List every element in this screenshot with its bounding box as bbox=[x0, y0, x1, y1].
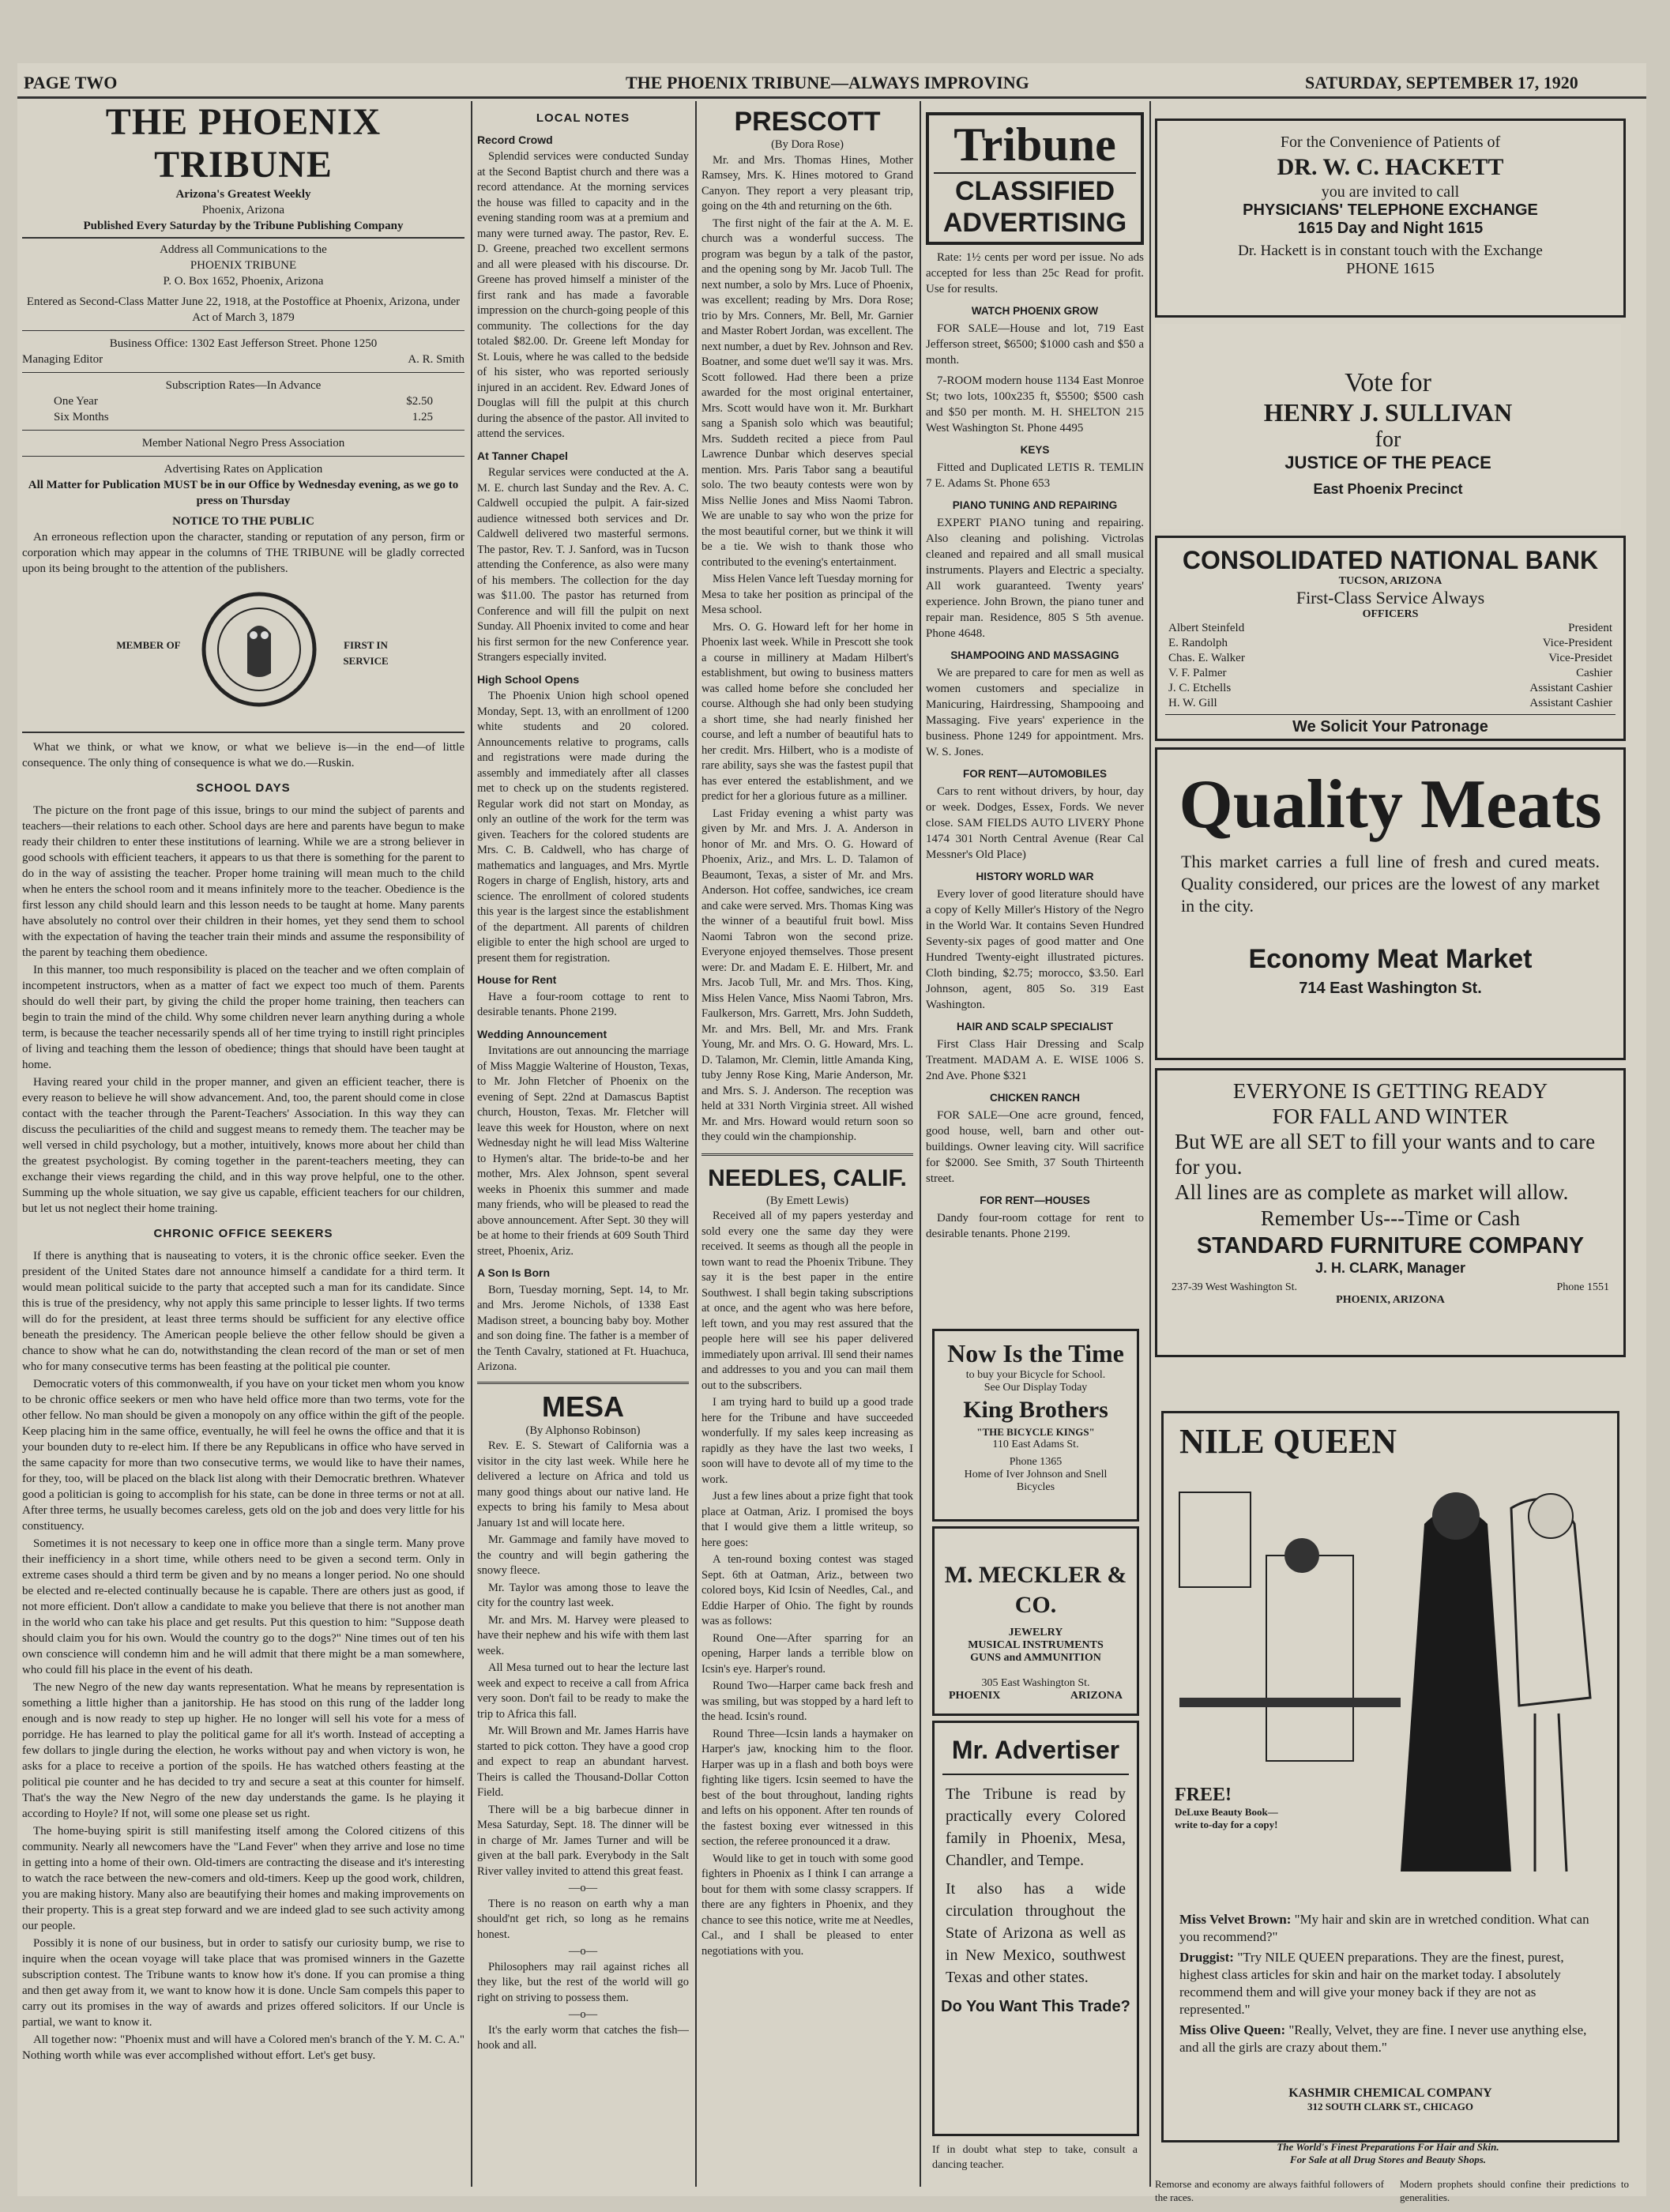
officer-name: V. F. Palmer bbox=[1168, 667, 1227, 679]
needles-paragraph: Would like to get in touch with some good fighters in Phoenix as I think I can arrange a bout for them with some classy scrappers. If there are any fighters in Phoenix, and they chance to see this notice, write me at Needles, Cal., and I shall be pleased to enter negotiations with you. bbox=[701, 1852, 913, 1958]
issue-date: SATURDAY, SEPTEMBER 17, 1920 bbox=[1305, 73, 1578, 92]
classified-title: Tribune bbox=[953, 118, 1116, 171]
furniture-ad-line: Remember Us---Time or Cash bbox=[1260, 1206, 1521, 1230]
meckler-state: ARIZONA bbox=[1070, 1690, 1123, 1702]
mesa-paragraph: It's the early worm that catches the fish—hook and all. bbox=[477, 2023, 689, 2052]
editorial-paragraph: The picture on the front page of this issue, brings to our mind the subject of parents and teachers—their relations to each other. School days are here and parents have begun to make ready their children to enter these institutions of learning. While we are a strong believer in good schools with efficient teachers, it appears to us that there is something for the parent to do in the way of assisting the teacher. Proper home training will mean much to the child when he enters the school room and it means infinitely more to the teacher. Obedience is the first lesson any child should learn and this lesson needs to be taught at home. Many parents have absolutely no control over their children in their homes, yet they send them to school with the expectation of having the teacher train their minds and assume the responsibility of the parent by teaching them obedience. bbox=[22, 804, 465, 959]
furniture-ad-line: But WE are all SET to fill your wants and to care for you. bbox=[1175, 1130, 1596, 1179]
meckler-ad-address: 305 East Washington St. bbox=[981, 1677, 1090, 1689]
note-heading: House for Rent bbox=[477, 973, 557, 986]
notice-title: NOTICE TO THE PUBLIC bbox=[172, 515, 314, 528]
filler-prophets: Modern prophets should confine their predictions to generalities. bbox=[1400, 2178, 1629, 2203]
bank-ad-city: TUCSON, ARIZONA bbox=[1338, 575, 1442, 587]
needles-paragraph: Received all of my papers yesterday and sold every one the same day they were received. It seems as though all the people in town want to read the Phoenix Tribune. They say it is the best paper in the entire Southwest. I shall begin taking subscriptions at once, and the agent who was here before, left town, and you may rest assured that the people here will see his paper delivered immediately upon arrival. Ill send their names and addresses to you and you can mail them out to the subscribers. bbox=[701, 1209, 913, 1392]
rates-title: Subscription Rates—In Advance bbox=[165, 379, 322, 392]
sullivan-ad-name: HENRY J. SULLIVAN bbox=[1263, 398, 1513, 427]
advertiser-ad bbox=[932, 1721, 1139, 2136]
bicycle-ad-line: See Our Display Today bbox=[984, 1382, 1088, 1394]
hackett-ad-line: For the Convenience of Patients of bbox=[1280, 134, 1501, 151]
meckler-ad-line: JEWELRY bbox=[1008, 1627, 1063, 1638]
bank-ad bbox=[1155, 536, 1626, 741]
furniture-ad-line: EVERYONE IS GETTING READY bbox=[1232, 1079, 1548, 1103]
editorial-paragraph: Possibly it is none of our business, but in order to satisfy our curiosity bump, we rise to inquire when the ocean voyage will take place that was promised winners in the Gazette subscription contest. The Tribune wants to know how it's done. If you can promise a thing and then get away from it, we want to know how it is done. Uncle Sam compels this paper to carry out its promises in the way of awards and prizes offered solicitors. If our Uncle is partial, we want to know it. bbox=[22, 1937, 465, 2029]
editorial-paragraph: Democratic voters of this commonwealth, if you have on your ticket men whom you know to be chronic office seekers or men who have held office more than two terms, vote for the other fellow. No man should be given a monopoly on any office within the gift of the people. Keep placing him in the same office, eventually, he will feel he owns the office and that it is your bounden duty to re-elect him. If there be any Republicans in office who have served in the same capacity for more than two consecutive terms, we would like to have their names, for they, too, will be placed on the black list along with their Democratic brethren. Whatever good a politician is going to accomplish for his state, can be done in three terms or not at all. After three terms, he usually becomes careless, gets old on the job and does very little for his constituency. bbox=[22, 1378, 465, 1533]
prescott-paragraph: The first night of the fair at the A. M. E. church was a wonderful success. The program was begun by a talk of the pastor, and the opening song by Mr. Jacob Tull. The next number, a solo by Mrs. Luce of Phoenix, was excellent; reading by Mrs. Dora Rose; trio by Mrs. Conners, Mr. Bell, Mr. Garnier and Master Robert Jordan, was excellent. The next number, a duet by Rev. Johnson and Rev. Boatner, and some duet we'll say it was. Mrs. Scott followed. Had there been a prize awarded for the most original entertainer, Mrs. Scott would have won it. Mr. Burkhart sang a Spanish solo which was beautiful; Mrs. Suddeth recited a piece from Paul Lawrence Dunbar which deserves special mention. Mrs. Paris Tabor sang a beautiful solo. The two beauty contests were won by Miss Nellie Jones and Miss Naomi Tabron. We are unable to say who won the prize for the most beautiful corner, but we think it will be a tie. We wish to thank those who contributed to the evening's entertainment. bbox=[701, 216, 913, 569]
free-label: FREE! bbox=[1175, 1785, 1232, 1805]
meckler-ad bbox=[932, 1526, 1139, 1716]
furniture-ad-manager: J. H. CLARK, Manager bbox=[1315, 1260, 1466, 1276]
masthead-published: Published Every Saturday by the Tribune Publishing Company bbox=[83, 220, 404, 232]
note-heading: High School Opens bbox=[477, 672, 580, 686]
classified-heading: CHICKEN RANCH bbox=[990, 1092, 1080, 1104]
editorial-paragraph: The new Negro of the new day wants representation. What he means by representation is something a little higher than a janitorship. He has stood on this rung of the ladder long enough and is now ready to step up higher. He no longer will sell his vote for a mess of porridge. He has learned to play the political game for all it's worth. Instead of accepting a few dollars to jingle during the election, he works without pay and when victory is won, he asks for a place to receive a portion of the spoils. He has watched others feasting at the political pie counter and he has decided to try and secure a seat at this counter for himself. That's the way the New Negro of the new day understands the game. Is he playing it according to Hoyle? If not, will some one please set us right. bbox=[22, 1681, 465, 1820]
bicycle-ad-tag: "THE BICYCLE KINGS" bbox=[976, 1426, 1095, 1438]
classified-text: Cars to rent without drivers, by hour, day or week. Dodges, Essex, Fords. We never close. SAM FIELDS AUTO LIVERY Phone 1474 301 North Central Avenue (Rear Cal Messner's Old Place) bbox=[926, 785, 1144, 861]
prescott-paragraph: Miss Helen Vance left Tuesday morning for Mesa to take her position as principal of the Mesa school. bbox=[701, 573, 913, 616]
masthead-title: THE PHOENIX TRIBUNE bbox=[105, 101, 382, 186]
meats-ad-title: Quality Meats bbox=[1179, 766, 1602, 843]
classified-heading: SHAMPOOING AND MASSAGING bbox=[950, 649, 1119, 661]
meats-ad bbox=[1155, 747, 1626, 1060]
mesa-paragraph: Mr. Will Brown and Mr. James Harris have started to pick cotton. They have a good crop and expect to reap an abundant harvest. Theirs is called the Thousand-Dollar Cotton Field. bbox=[477, 1725, 689, 1799]
press-association-seal-icon bbox=[192, 586, 326, 713]
officer-title: Cashier bbox=[1576, 667, 1612, 679]
editorial-paragraph: All together now: "Phoenix must and will have a Colored men's branch of the Y. M. C. A." Nothing worth while was ever accomplished without effort. Let's get busy. bbox=[22, 2033, 465, 2062]
editor-label: Managing Editor bbox=[22, 353, 103, 366]
rate-row bbox=[22, 409, 465, 425]
needles-paragraph: A ten-round boxing contest was staged Sept. 6th at Oatman, Ariz., between two colored boys, Kid Icsin of Needles, Cal., and Eddie Harper of Ohio. The fight by rounds was as follows: bbox=[701, 1553, 913, 1627]
sullivan-ad-line: for bbox=[1375, 427, 1401, 452]
rate-row bbox=[22, 393, 465, 409]
meckler-ad-city bbox=[935, 1690, 1137, 1702]
classified-heading: PIANO TUNING AND REPAIRING bbox=[952, 499, 1118, 511]
furniture-ad-name: STANDARD FURNITURE COMPANY bbox=[1196, 1233, 1585, 1258]
advertiser-ad-body: It also has a wide circulation throughout the State of Arizona as well as in New Mexico, southwest Texas and other states. bbox=[946, 1880, 1126, 1986]
editorial-paragraph: Having reared your child in the proper manner, and given an efficient teacher, there is every reason to believe he will show advancement. And, too, the parent should come in close contact with the teacher through the Parent-Teachers' Association. In this way they can discuss the peculiarities of the child and suggest means to remedy them. The teacher may be well versed in child psychology, but a mother, intuitively, knows more about her child than the greatest psychologist. By coming together in the parent-teachers meeting, they can exchange their views regarding the child, and in this way prove helpful, one to the other. Summing up the whole situation, we say give us capable, efficient teachers for our children, but let us not neglect their home training. bbox=[22, 1076, 465, 1215]
column-rule bbox=[920, 101, 921, 2187]
furniture-ad bbox=[1155, 1068, 1626, 1357]
kashmir-company bbox=[1164, 2086, 1617, 2113]
note-heading: A Son Is Born bbox=[477, 1266, 551, 1279]
footer-line: For Sale at all Drug Stores and Beauty Shops. bbox=[1289, 2154, 1487, 2165]
needles-paragraph: Round Three—Icsin lands a haymaker on Harper's jaw, knocking him to the floor. Harper was up in a flash and both boys were fighting like tigers. Icsin seemed to have the best of the bout throughout, landing rights and lefts on his opponent. After ten rounds of the fastest boxing ever witnessed in this section, the referee pronounced it a draw. bbox=[701, 1727, 913, 1848]
officer-row bbox=[1168, 621, 1612, 636]
local-notes-heading: LOCAL NOTES bbox=[536, 111, 630, 125]
furniture-ad-line: All lines are as complete as market will allow. bbox=[1175, 1180, 1569, 1204]
classified-text: First Class Hair Dressing and Scalp Treatment. MADAM A. E. WISE 1006 S. 2nd Ave. Phone $321 bbox=[926, 1038, 1144, 1082]
meats-ad-body: This market carries a full line of fresh and cured meats. Quality considered, our prices are the lowest of any market in the city. bbox=[1181, 852, 1600, 916]
editor-line bbox=[22, 352, 465, 367]
prescott-heading: PRESCOTT bbox=[734, 107, 881, 137]
classified-text: Dandy four-room cottage for rent to desirable tenants. Phone 2199. bbox=[926, 1212, 1144, 1240]
classified-column bbox=[926, 101, 1144, 1381]
business-office: Business Office: 1302 East Jefferson Street. Phone 1250 bbox=[109, 337, 378, 350]
company-name: KASHMIR CHEMICAL COMPANY bbox=[1288, 2086, 1492, 2100]
advertiser-ad-title: Mr. Advertiser bbox=[951, 1736, 1120, 1764]
officer-name: Chas. E. Walker bbox=[1168, 652, 1245, 664]
rate-label: Six Months bbox=[54, 411, 109, 423]
meckler-ad-name: M. MECKLER & CO. bbox=[944, 1562, 1127, 1618]
classified-text: FOR SALE—One acre ground, fenced, good house, well, barn and other out-buildings. Owner leaving city. Will sacrifice for $2000. See Smith, 37 South Thirteenth street. bbox=[926, 1109, 1144, 1185]
hackett-ad-phone: PHONE 1615 bbox=[1346, 260, 1435, 277]
bank-ad-motto: First-Class Service Always bbox=[1296, 588, 1485, 608]
needles-paragraph: Round One—After sparring for an opening, Harper lands a terrible blow on Icsin's eye. Harper's round. bbox=[701, 1631, 913, 1676]
note-text: Invitations are out announcing the marriage of Miss Maggie Walterine of Houston, Texas, to Mr. John Fletcher of Phoenix on the evening of Sept. 22nd at Damascus Baptist church, Houston, Texas. Mr. Fletcher will leave this week for Houston, where on next Wednesday night he will lead Miss Walterine to Hymen's altar. The bride-to-be and her mother, Mrs. Alex Johnson, spent several weeks in Phoenix this summer and made many friends, who will be pleased to read the above announcement. After Sept. 30 they will be at home to their friends at 609 South Third street, Phoenix, Ariz. bbox=[477, 1044, 689, 1258]
filler-dance: If in doubt what step to take, consult a dancing teacher. bbox=[932, 2144, 1138, 2171]
member-line: Member National Negro Press Association bbox=[141, 437, 345, 450]
bicycle-ad-phone: Phone 1365 bbox=[1009, 1456, 1063, 1468]
bicycle-ad bbox=[932, 1329, 1139, 1522]
header-rule bbox=[17, 96, 1646, 99]
meckler-ad-line: MUSICAL INSTRUMENTS bbox=[968, 1639, 1104, 1651]
bicycle-ad-address: 110 East Adams St. bbox=[992, 1439, 1079, 1450]
classified-heading: HAIR AND SCALP SPECIALIST bbox=[956, 1021, 1114, 1033]
furniture-address: 237-39 West Washington St. bbox=[1172, 1281, 1298, 1293]
classified-text: Fitted and Duplicated LETIS R. TEMLIN 7 E. Adams St. Phone 653 bbox=[926, 461, 1144, 490]
note-heading: Record Crowd bbox=[477, 133, 553, 146]
bicycle-ad-title: Now Is the Time bbox=[947, 1339, 1124, 1367]
mesa-paragraph: There is no reason on earth why a man should'nt get rich, so long as he remains honest. bbox=[477, 1897, 689, 1941]
masthead-tagline: Arizona's Greatest Weekly bbox=[175, 188, 311, 201]
note-text: The Phoenix Union high school opened Monday, Sept. 13, with an enrollment of 1200 white students and 20 colored. Announcements relative to programs, calls and registrations were made during the assembly and immediately after all classes met to check up on the students registered. Regular work did not start on Monday, as only an outline of the work for the term was given. Teachers for the colored students are Mrs. C. B. Caldwell, who has charge of mathematics and languages, and Mrs. Myrtle Rogers in charge of English, history, arts and science. The enrollment of colored students this year is the largest since the establishment of the department. All parents of children eligible to enter the high school are urged to present them for registration. bbox=[477, 690, 689, 965]
classified-text: FOR SALE—House and lot, 719 East Jefferson street, $6500; $1000 cash and $50 a month. bbox=[926, 322, 1144, 367]
note-text: Regular services were conducted at the A. M. E. church last Sunday and the Rev. A. C. Caldwell occupied the pulpit. A fair-sized audience witnessed both services and Dr. Caldwell delivered two masterful sermons. The pastor, Rev. T. J. Sanford, was in Tucson attending the Conference, as also were many of his members. The collection for the day was $11.00. The pastor has returned from Conference and will fill the pulpit on next Sunday. All Phoenix invited to come and hear his first sermon for the new Conference year. Strangers especially invited. bbox=[477, 466, 689, 664]
classified-heading: HISTORY WORLD WAR bbox=[976, 871, 1094, 882]
hackett-ad-line: PHYSICIANS' TELEPHONE EXCHANGE bbox=[1243, 201, 1538, 219]
prescott-byline: (By Dora Rose) bbox=[771, 138, 844, 151]
masthead-address: Address all Communications to the bbox=[160, 243, 327, 256]
editor-name: A. R. Smith bbox=[408, 353, 465, 366]
sullivan-ad-office: JUSTICE OF THE PEACE bbox=[1284, 453, 1491, 472]
chronic-heading: CHRONIC OFFICE SEEKERS bbox=[153, 1227, 333, 1240]
hackett-ad-line: 1615 Day and Night 1615 bbox=[1297, 220, 1484, 237]
page-header bbox=[17, 73, 1646, 96]
officer-name: J. C. Etchells bbox=[1168, 682, 1232, 694]
editorial-paragraph: In this manner, too much responsibility is placed on the teacher and we often complain of incompetent instructors, when as a matter of fact we expect too much of them. Parents should do well their part, by giving the child the proper home training, then teachers can begin to train the mind of the child. Why some children never learn anything during a whole term, is because the teacher necessarily spends all of her time trying to instill right principles of living and teaching them the lesson of obedience; things that should have been taught at home. bbox=[22, 964, 465, 1071]
mesa-paragraph: Mr. Gammage and family have moved to the country and will begin gathering the snowy fleece. bbox=[477, 1533, 689, 1577]
needles-byline: (By Emett Lewis) bbox=[766, 1194, 848, 1207]
bicycle-ad-line: to buy your Bicycle for School. bbox=[965, 1369, 1106, 1381]
officer-title: Assistant Cashier bbox=[1529, 682, 1612, 694]
nile-queen-ad bbox=[1161, 1411, 1619, 2142]
editorial-paragraph: If there is anything that is nauseating to voters, it is the chronic office seeker. Even the president of the United States dare not announce himself a candidate for a third term. It would mean political suicide to the party that accepted such a man for its candidate. Since this is true of the presidency, why not apply this same principle to lesser lights. If two terms will do for the president, at least three terms should be sufficient for any elective office beneath the presidency. The American people believe the other fellow should be given a chance to show what he can do, notwithstanding the clean record of the man or set of men who for many consecutive terms has been feasting at the political pie counter. bbox=[22, 1250, 465, 1373]
classified-text: 7-ROOM modern house 1134 East Monroe St; two lots, 100x235 ft, $5500; $500 cash and $50 per month. M. H. SHELTON 215 West Washington St. Phone 4495 bbox=[926, 374, 1144, 434]
furniture-phone: Phone 1551 bbox=[1556, 1281, 1609, 1293]
hackett-ad-line: you are invited to call bbox=[1321, 183, 1460, 201]
seal-right-text: FIRST IN SERVICE bbox=[343, 639, 389, 667]
classified-rate: Rate: 1½ cents per word per issue. No ads accepted for less than 25c Read for profit. Use for results. bbox=[926, 251, 1144, 295]
notice-text: An erroneous reflection upon the character, standing or reputation of any person, firm or corporation which may appear in the columns of THE TRIBUNE will be gladly corrected upon its being brought to the attention of the publishers. bbox=[22, 531, 465, 575]
classified-text: EXPERT PIANO tuning and repairing. Also cleaning and polishing. Victrolas cleaned and repaired and all small musical instruments. Players and Electric a specialty. All work guaranteed. Twenty years' experience. John Brown, the piano tuner and repair man. Residence, 805 S 5th avenue. Phone 4648. bbox=[926, 517, 1144, 640]
free-book-offer bbox=[1175, 1785, 1293, 1831]
speaker-quote: "Really, Velvet, they are fine. I never use anything else, and all the girls are crazy about them." bbox=[1179, 2022, 1587, 2055]
mesa-paragraph: Rev. E. S. Stewart of California was a visitor in the city last week. While here he delivered a lecture on Africa and told us many good things about our native land. He expects to bring his family to Mesa about January 1st and will locate here. bbox=[477, 1439, 689, 1529]
officer-row bbox=[1168, 651, 1612, 666]
officer-title: Vice-President bbox=[1542, 637, 1612, 649]
free-book-text: DeLuxe Beauty Book—write to-day for a copy! bbox=[1175, 1806, 1278, 1830]
hackett-ad-name: DR. W. C. HACKETT bbox=[1277, 154, 1504, 180]
needles-paragraph: I am trying hard to build up a good trade here for the Tribune and have succeeded wonderfully. If my sales keep increasing as rapidly as they have the last two weeks, I soon will have to devote all of my time to the work. bbox=[701, 1396, 913, 1486]
meats-ad-name: Economy Meat Market bbox=[1248, 944, 1533, 974]
masthead-address: PHOENIX TRIBUNE bbox=[190, 259, 297, 272]
bank-ad-footer: We Solicit Your Patronage bbox=[1292, 718, 1488, 735]
bicycle-ad-name: King Brothers bbox=[963, 1397, 1108, 1423]
officer-name: H. W. Gill bbox=[1168, 697, 1217, 709]
advertiser-ad-body: The Tribune is read by practically every Colored family in Phoenix, Mesa, Chandler, and Tempe. bbox=[946, 1785, 1126, 1869]
officer-row bbox=[1168, 696, 1612, 711]
classified-heading: FOR RENT—HOUSES bbox=[980, 1194, 1090, 1206]
officer-row bbox=[1168, 636, 1612, 651]
advertiser-ad-cta: Do You Want This Trade? bbox=[941, 1998, 1130, 2015]
classified-heading: WATCH PHOENIX GROW bbox=[971, 305, 1099, 317]
bicycle-ad-home: Home of Iver Johnson and Snell Bicycles bbox=[964, 1469, 1108, 1493]
hackett-ad-line: Dr. Hackett is in constant touch with the Exchange bbox=[1238, 243, 1543, 259]
classified-heading: KEYS bbox=[1020, 444, 1050, 456]
officer-row bbox=[1168, 666, 1612, 681]
rate-value: $2.50 bbox=[406, 395, 433, 408]
ruskin-quote: What we think, or what we know, or what we believe is—in the end—of little consequence. The only thing of consequence is what we do.—Ruskin. bbox=[22, 741, 465, 769]
mesa-paragraph: Mr. and Mrs. M. Harvey were pleased to have their nephew and his wife with them last week. bbox=[477, 1613, 689, 1657]
rate-value: 1.25 bbox=[412, 411, 433, 423]
mesa-byline: (By Alphonso Robinson) bbox=[525, 1424, 641, 1437]
officer-title: Assistant Cashier bbox=[1529, 697, 1612, 709]
officer-row bbox=[1168, 681, 1612, 696]
company-address: 312 SOUTH CLARK ST., CHICAGO bbox=[1307, 2101, 1473, 2112]
nile-queen-footer bbox=[1161, 2141, 1615, 2166]
editorial-paragraph: Sometimes it is not necessary to keep one in office more than a single term. Many prove their inefficiency in a short time, while others need to be given a second term. Only in extreme cases should a third term be given and by no means a longer period. No one should be elected and re-elected continually because he is capable. There are others just as good, if not more efficient. Don't allow a candidate to make you believe that there is not another man in the world who can take his place and get results. Put this question to him: "Suppose death should claim you for his own. Would the country go to the dogs?" Nine times out of ten his own conscience will condemn him and he will admit that there might be a man somewhere, who could fill his place in the event of his death. bbox=[22, 1537, 465, 1676]
press-deadline: All Matter for Publication MUST be in our Office by Wednesday evening, as we go to press on Thursday bbox=[28, 479, 459, 507]
school-days-heading: SCHOOL DAYS bbox=[196, 781, 291, 795]
note-heading: At Tanner Chapel bbox=[477, 449, 568, 462]
prescott-paragraph: Mrs. O. G. Howard left for her home in Phoenix last week. While in Prescott she took a course in millinery at Madam Hilbert's establishment, but owing to business matters was called home before she concluded her course. Although she had only been studying a short time, she had nearly finished her course, and left a number of beautiful hats to her credit. Mrs. Hilbert, who is a modiste of rare ability, says she was the fastest pupil that has ever entered the establishment, and we predict for her a glorious future as a milliner. bbox=[701, 620, 913, 803]
prescott-paragraph: Last Friday evening a whist party was given by Mr. and Mrs. J. A. Anderson in honor of Mr. and Mrs. O. G. Howard of Phoenix, Ariz., and Mrs. L. D. Talamon of Beaumont, Texas, a sister of Mr. and Mrs. Anderson. Hot coffee, sandwiches, ice cream and cake were served. Mrs. Thomas King was the winner of a beautiful fruit bowl. Miss Naomi Tabron won the second prize. Everyone enjoyed themselves. Those present were: Dr. and Madam E. E. Hilbert, Mr. and Mrs. Jacob Tull, Mr. and Mrs. Thos. King, Miss Helen Vance, Miss Naomi Tabron, Mrs. Faulkerson, Mrs. Garrett, Mrs. John Suddeth, Mr. and Mrs. Bell, Mr. and Mrs. Frank Young, Mr. and Mrs. O. G. Howard, Mrs. L. D. Talamon, Mr. Clemin, little Amanda King, tuby Jenny Rose King, Marie Anderson, Mr. and Mrs. S. J. Anderson. The reception was held at 331 North Virginia street. All wished Mr. and Mrs. Howard would return soon so they could win the championship. bbox=[701, 807, 913, 1143]
nile-queen-dialogue bbox=[1179, 1911, 1601, 2056]
paper-slogan: THE PHOENIX TRIBUNE—ALWAYS IMPROVING bbox=[626, 73, 1029, 92]
bank-ad-name: CONSOLIDATED NATIONAL BANK bbox=[1182, 546, 1599, 574]
prescott-column bbox=[701, 101, 913, 2195]
mesa-paragraph: Mr. Taylor was among those to leave the city for the country last week. bbox=[477, 1581, 689, 1609]
officer-name: Albert Steinfeld bbox=[1168, 622, 1245, 634]
classified-text: We are prepared to care for men as well as women customers and specialize in Manicuring, Hairdressing, Shampooing and Massaging. Five years' experience in the business. Phone 1249 for appointment. Mrs. W. S. Jones. bbox=[926, 667, 1144, 758]
mesa-paragraph: There will be a big barbecue dinner in Mesa Saturday, Sept. 18. The dinner will be in charge of Mr. James Turner and will be given at the ball park. Everybody in the Salt River valley invited to attend this great feast. bbox=[477, 1803, 689, 1878]
seal-left-text: MEMBER OF bbox=[116, 639, 181, 651]
column-rule bbox=[1149, 101, 1151, 2187]
masthead-address: P. O. Box 1652, Phoenix, Arizona bbox=[163, 275, 324, 288]
meats-ad-address: 714 East Washington St. bbox=[1299, 980, 1482, 997]
note-heading: Wedding Announcement bbox=[477, 1027, 607, 1040]
furniture-ad-line: FOR FALL AND WINTER bbox=[1272, 1104, 1509, 1128]
speaker-name: Druggist: bbox=[1179, 1950, 1234, 1965]
needles-paragraph: Round Two—Harper came back fresh and was smiling, but was stopped by a hard left to the head. Icsin's round. bbox=[701, 1680, 913, 1723]
meckler-city: PHOENIX bbox=[949, 1690, 1001, 1702]
advertising-rates: Advertising Rates on Application bbox=[164, 463, 323, 476]
footer-line: The World's Finest Preparations For Hair and Skin. bbox=[1277, 2141, 1499, 2153]
mesa-paragraph: All Mesa turned out to hear the lecture last week and expect to receive a call from Africa very soon. Don't fail to be ready to make the trip to Africa this fall. bbox=[477, 1661, 689, 1721]
classified-text: Every lover of good literature should have a copy of Kelly Miller's History of the Negro in the World War. It contains Seven Hundred Seventy-six pages of good matter and One Hundred Twenty-eight illustrated pictures. Cloth binding, $2.75; morocco, $3.50. Earl Johnson, agent, 805 So. 319 East Washington. bbox=[926, 888, 1144, 1011]
drugstore-illustration-icon bbox=[1164, 1461, 1617, 1903]
sullivan-ad-precinct: East Phoenix Precinct bbox=[1313, 481, 1463, 497]
hackett-ad bbox=[1155, 118, 1626, 318]
speaker-quote: "My hair and skin are in wretched condition. What can you recommend?" bbox=[1179, 1912, 1589, 1944]
filler-remorse: Remorse and economy are always faithful followers of the races. bbox=[1155, 2178, 1384, 2203]
nile-queen-brand: NILE QUEEN bbox=[1179, 1422, 1397, 1461]
editorial-column bbox=[22, 101, 465, 2195]
prescott-paragraph: Mr. and Mrs. Thomas Hines, Mother Ramsey, Mrs. K. Hines motored to Grand Canyon. They report a very pleasant trip, going on the 4th and returning on the 6th. bbox=[701, 153, 913, 213]
rate-label: One Year bbox=[54, 395, 98, 408]
note-text: Have a four-room cottage to rent to desirable tenants. Phone 2199. bbox=[477, 990, 689, 1018]
column-rule bbox=[471, 101, 472, 2187]
mesa-paragraph: Philosophers may rail against riches all they like, but the rest of the world will go right on striving to possess them. bbox=[477, 1960, 689, 2004]
column-rule bbox=[695, 101, 697, 2187]
masthead-entered: Entered as Second-Class Matter June 22, 1918, at the Postoffice at Phoenix, Arizona, under Act of March 3, 1879 bbox=[26, 295, 461, 324]
officer-title: President bbox=[1568, 622, 1612, 634]
note-text: Splendid services were conducted Sunday at the Second Baptist church and there was a record attendance. At the morning services the house was filled to capacity and in the evening standing room was at a premium and many were turned away. The pastor, Rev. E. D. Greene, preached two excellent sermons and all were pleased with his discourse. Dr. Greene has proved himself a minister of the first rank and has made a favorable impression on the church-going people of this community. The collections for the day totaled $82.00. Dr. Greene left Monday for St. Louis, where he was called to the bedside of his sister, who was reported seriously injured in an accident. Rev. Edward Jones of Douglas will fill the pulpit at this church during the absence of the pastor. All invited to attend the services. bbox=[477, 150, 689, 440]
bank-officers-list bbox=[1157, 621, 1623, 711]
masthead-city: Phoenix, Arizona bbox=[201, 204, 285, 216]
local-notes-column: LOCAL NOTES Record Crowd Splendid services were conducted Sunday at the Second Baptist church and there was a record attendance. At the morning services the house was filled to capacity and in the evening standing room was at a premium and many were turned away. The pastor, Rev. E. D. Greene, preached two excellent sermons and all were pleased with his discourse. Dr. Greene has proved himself a minister of the first rank and has made a favorable impression on the church-going people of this community. The collections for the day totaled $82.00. Dr. Greene left Monday for St. Louis, where he was called to the bedside of his sister, who was reported seriously injured in an accident. Rev. Edward Jones of Douglas will fill the pulpit at this church during the absence of the pastor. All invited to attend the services. At Tanner Chapel Regular services were conducted at the A. M. E. church last Sunday and the Rev. A. C. Caldwell occupied the pulpit. A fair-sized audience witnessed both services and Dr. Caldwell delivered two masterful sermons. The pastor, Rev. T. J. Sanford, was in Tucson attending the Conference, as also were many of his members. The collection for the day was $11.00. The pastor has returned from Conference and will fill the pulpit on next Sunday. All Phoenix invited to come and hear his first sermon for the new Conference year. Strangers especially invited. High School Opens The Phoenix Union high school opened Monday, Sept. 13, with an enrollment of 1200 white students and 20 colored. Announcements relative to programs, calls and registrations were made during the assembly and immediately after all classes met to check up on the students registered. Regular work did not start on Monday, as only an outline of the work for the term was given. Teachers for the colored students are Mrs. C. B. Caldwell, who has charge of mathematics and languages, and Mrs. Myrtle Rogers in charge of English, history, arts and science. The enrollment of colored students this year is the largest since the establishment of the department. All parents of children eligible to enter the high school are urged to present them for registration. House for Rent Have a four-room cottage to rent to desirable tenants. Phone 2199. Wedding Announcement Invitations are out announcing the marriage of Miss Maggie Walterine of Houston, Texas, to Mr. John Fletcher of Phoenix on the evening of Sept. 22nd at Damascus Baptist church, Houston, Texas. Mr. Fletcher will leave this week for Houston, where on next Wednesday night he will lead Miss Walterine to Hymen's altar. The bride-to-be and her mother, Mrs. Alex Johnson, spent several weeks in Phoenix this summer and made many friends, who will be pleased to read the above announcement. After Sept. 30 they will be at home to their friends at 609 South Third street, Phoenix, Ariz. A Son Is Born Born, Tuesday morning, Sept. 14, to Mr. and Mrs. Jerome Nichols, of 1338 East Madison street, a bouncing baby boy. Mother and son doing fine. The father is a member of the Tenth Cavalry, stationed at Ft. Huachuca, Arizona. MESA (By Alphonso Robinson) Rev. E. S. Stewart of California was a visitor in the city last week. While here he delivered a lecture on Africa and told us many good things about our native land. He expects to bring his family to Mesa about January 1st and will locate here. Mr. Gammage and family have moved to the country and will begin gathering the snowy fleece. Mr. Taylor was among those to leave the city for the country last week. Mr. and Mrs. M. Harvey were pleased to have their nephew and his wife with them last week. All Mesa turned out to hear the lecture last week and expect to receive a call from Africa very soon. Don't fail to be ready to make the trip to Africa this fall. Mr. Will Brown and Mr. James Harris have started to pick cotton. They have a good crop and expect to reap an abundant harvest. Theirs is called the Thousand-Dollar Cotton Field. There will be a big barbecue dinner in Mesa Saturday, Sept. 18. The dinner will be in charge of Mr. James Turner and will be given at the ball park. Everybody in the Salt River valley invited to attend this great feast. —o— There is no reason on earth why a man should'nt get rich, so long as he remains honest. —o— Philosophers may rail against riches all they like, but the rest of the world will go right on striving to possess them. —o— It's the early worm that catches the fish—hook and all. bbox=[477, 101, 689, 2195]
sullivan-ad bbox=[1155, 324, 1621, 529]
sullivan-ad-line: Vote for bbox=[1345, 368, 1431, 397]
bank-ad-officers-title: OFFICERS bbox=[1362, 608, 1419, 620]
officer-title: Vice-Presidet bbox=[1548, 652, 1612, 664]
page-label: PAGE TWO bbox=[24, 73, 118, 92]
speaker-name: Miss Olive Queen: bbox=[1179, 2022, 1286, 2037]
needles-paragraph: Just a few lines about a prize fight that took place at Oatman, Ariz. I promised the boys that I would give them a little writeup, so here goes: bbox=[701, 1490, 913, 1549]
speaker-quote: "Try NILE QUEEN preparations. They are the finest, purest, highest class articles for skin and hair on the market today. I absolutely recommend them and will give your money back if they are not as represented." bbox=[1179, 1950, 1564, 2017]
press-seal bbox=[22, 578, 465, 728]
classified-header-box bbox=[926, 112, 1144, 245]
officer-name: E. Randolph bbox=[1168, 637, 1228, 649]
classified-heading: FOR RENT—AUTOMOBILES bbox=[963, 768, 1107, 780]
classified-sub1: CLASSIFIED bbox=[954, 176, 1115, 206]
editorial-paragraph: The home-buying spirit is still manifesting itself among the Colored citizens of this community. Nearly all newcomers have the "Land Fever" when they arrive and lose no time in getting into a home of their own. Old-timers are contracting the disease and it's interesting to watch the race between the new-comers and old-timers. Keep up the good work, children, you are making history. Many also are beautifying their homes and making improvements on their property. This is a great step forward and we are indeed glad to see such activity among our people. bbox=[22, 1825, 465, 1932]
note-text: Born, Tuesday morning, Sept. 14, to Mr. and Mrs. Jerome Nichols, of 1338 East Madison street, a bouncing baby boy. Mother and son doing fine. The father is a member of the Tenth Cavalry, stationed at Ft. Huachuca, Arizona. bbox=[477, 1283, 689, 1373]
furniture-ad-footer bbox=[1157, 1277, 1623, 1294]
speaker-name: Miss Velvet Brown: bbox=[1179, 1912, 1292, 1927]
mesa-heading: MESA bbox=[541, 1390, 624, 1423]
classified-sub2: ADVERTISING bbox=[942, 208, 1127, 238]
furniture-city: PHOENIX, ARIZONA bbox=[1336, 1294, 1445, 1306]
meckler-ad-line: GUNS and AMMUNITION bbox=[970, 1652, 1101, 1664]
needles-heading: NEEDLES, CALIF. bbox=[708, 1164, 907, 1191]
